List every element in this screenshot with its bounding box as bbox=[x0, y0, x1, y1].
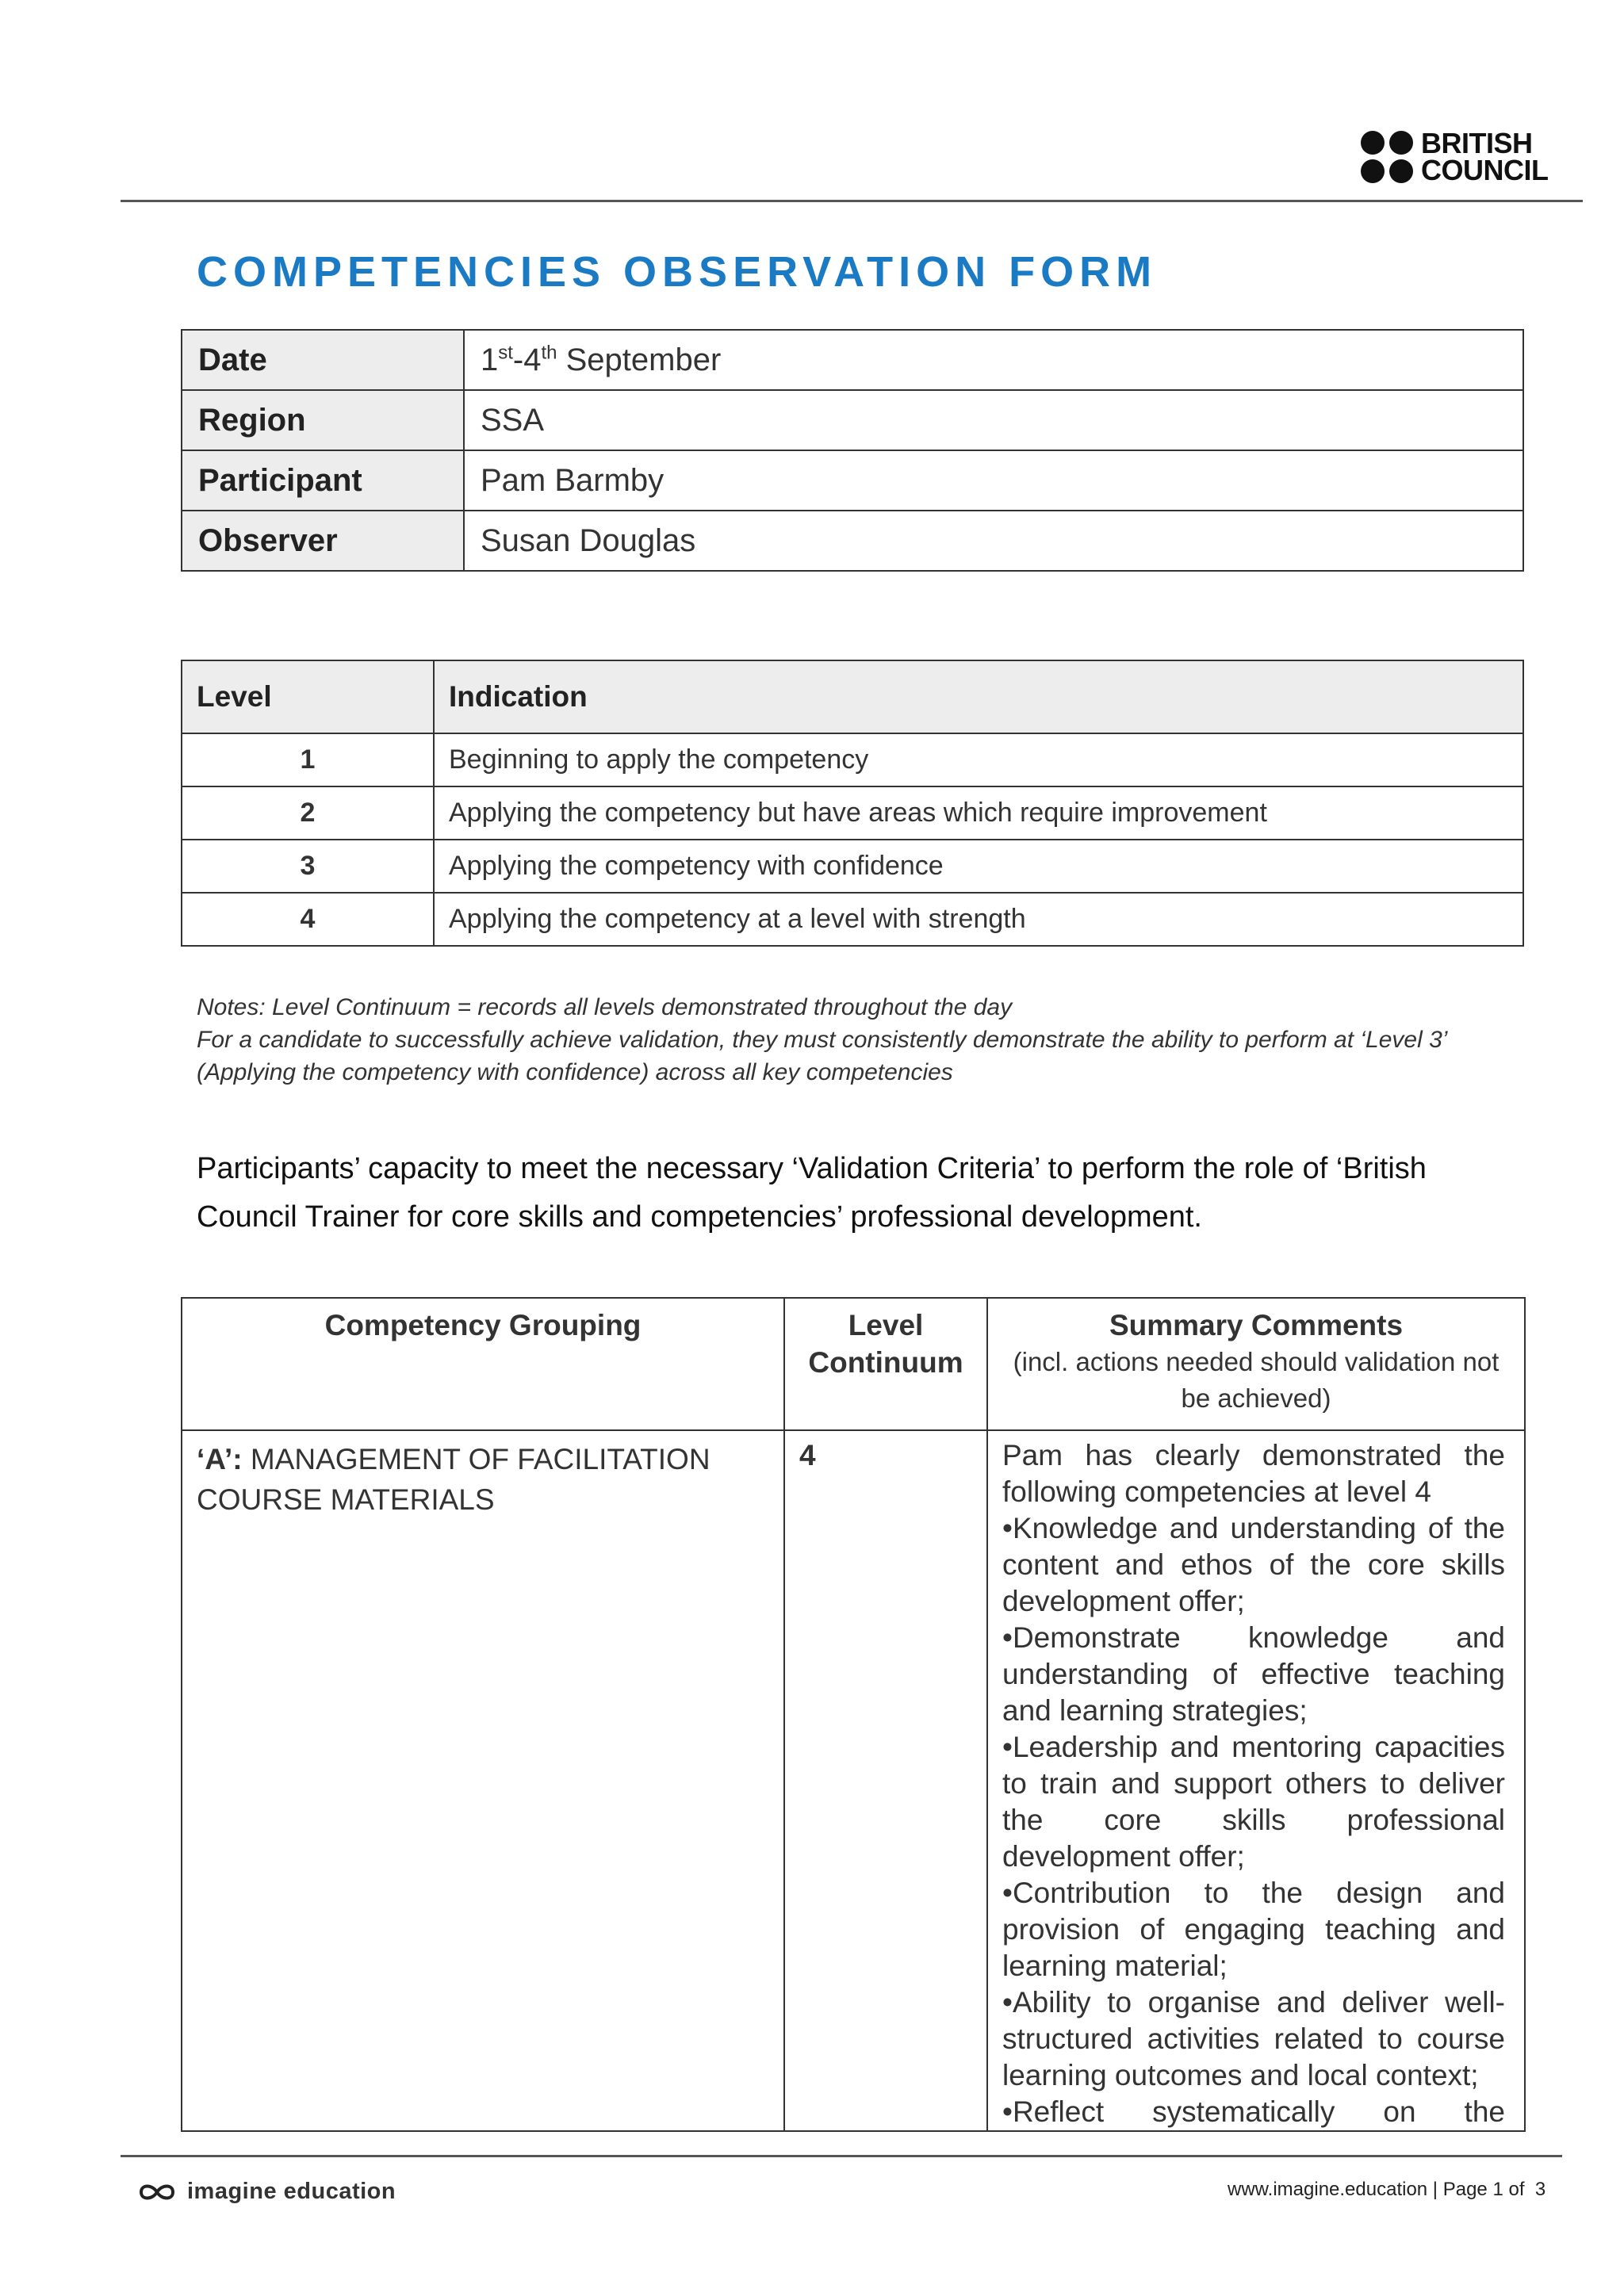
date-label: Date bbox=[182, 330, 464, 390]
comment-bullet: •Knowledge and understanding of the content and ethos of the core skills development offer; bbox=[1002, 1512, 1505, 1617]
footer-website: www.imagine.education bbox=[1228, 2179, 1428, 2200]
footer-page-number: 1 bbox=[1492, 2179, 1503, 2200]
level-number: 4 bbox=[182, 893, 434, 946]
competency-table-header bbox=[182, 1298, 1525, 1430]
level-indication: Beginning to apply the competency bbox=[434, 733, 1523, 786]
form-title: COMPETENCIES OBSERVATION FORM bbox=[197, 248, 1158, 296]
footer-brand: imagine education bbox=[187, 2179, 396, 2204]
level-number: 2 bbox=[182, 786, 434, 840]
footer-divider bbox=[121, 2155, 1562, 2157]
observer-label: Observer bbox=[182, 511, 464, 571]
participant-value: Pam Barmby bbox=[464, 450, 1523, 511]
level-indication: Applying the competency with confidence bbox=[434, 840, 1523, 893]
level-row bbox=[182, 840, 1523, 893]
level-row bbox=[182, 733, 1523, 786]
logo-dots-icon bbox=[1361, 131, 1413, 183]
info-row-region bbox=[182, 390, 1523, 450]
logo-line-2: COUNCIL bbox=[1421, 154, 1549, 186]
indication-header: Indication bbox=[434, 660, 1523, 733]
level-continuum-header-line: Level bbox=[848, 1309, 924, 1341]
level-header: Level bbox=[182, 660, 434, 733]
imagine-education-logo bbox=[136, 2179, 396, 2205]
footer-page-of: of bbox=[1503, 2179, 1535, 2200]
footer-page-prefix: Page bbox=[1442, 2179, 1493, 2200]
level-row bbox=[182, 786, 1523, 840]
date-part: September bbox=[557, 342, 722, 377]
level-indication: Applying the competency at a level with strength bbox=[434, 893, 1523, 946]
level-continuum-header bbox=[784, 1298, 987, 1430]
level-number: 3 bbox=[182, 840, 434, 893]
date-value bbox=[464, 330, 1523, 390]
notes-line: Notes: Level Continuum = records all levels demonstrated throughout the day bbox=[197, 994, 1013, 1020]
grouping-title: MANAGEMENT OF FACILITATION COURSE MATERIALS bbox=[197, 1443, 710, 1516]
summary-comments-cell bbox=[987, 1430, 1525, 2131]
observer-value: Susan Douglas bbox=[464, 511, 1523, 571]
footer-page-total: 3 bbox=[1534, 2179, 1546, 2200]
grouping-header: Competency Grouping bbox=[182, 1298, 784, 1430]
level-number: 1 bbox=[182, 733, 434, 786]
british-council-logo bbox=[1361, 127, 1549, 186]
comment-bullet: •Reflect systematically on the bbox=[1002, 2095, 1505, 2128]
level-continuum-header-line: Continuum bbox=[808, 1346, 963, 1379]
info-row-participant bbox=[182, 450, 1523, 511]
level-table-header bbox=[182, 660, 1523, 733]
comment-line: Pam has clearly demonstrated the following competencies at level 4 bbox=[1002, 1439, 1505, 1508]
participant-label: Participant bbox=[182, 450, 464, 511]
grouping-cell bbox=[182, 1430, 784, 2131]
summary-header-subtitle: (incl. actions needed should validation not be achieved) bbox=[1013, 1347, 1500, 1413]
level-row bbox=[182, 893, 1523, 946]
region-label: Region bbox=[182, 390, 464, 450]
grouping-code: ‘A’: bbox=[197, 1443, 243, 1475]
info-row-date bbox=[182, 330, 1523, 390]
comment-bullet: •Leadership and mentoring capacities to train and support others to deliver the core skills professional development offer; bbox=[1002, 1731, 1505, 1873]
date-sup: th bbox=[541, 342, 557, 364]
date-part: 1 bbox=[481, 342, 499, 377]
region-value: SSA bbox=[464, 390, 1523, 450]
level-continuum-value: 4 bbox=[784, 1430, 987, 2131]
header-divider bbox=[121, 200, 1583, 202]
infinity-loop-icon bbox=[136, 2181, 178, 2203]
date-sup: st bbox=[498, 342, 513, 364]
competency-table bbox=[181, 1297, 1526, 2132]
info-row-observer bbox=[182, 511, 1523, 571]
comment-bullet: •Contribution to the design and provision of engaging teaching and learning material; bbox=[1002, 1877, 1505, 1982]
level-table bbox=[181, 660, 1524, 947]
footer-separator: | bbox=[1427, 2179, 1443, 2200]
level-indication: Applying the competency but have areas which require improvement bbox=[434, 786, 1523, 840]
intro-paragraph: Participants’ capacity to meet the necessary ‘Validation Criteria’ to perform the role of ‘British Council Trainer for core skills and competencies’ professional development. bbox=[197, 1152, 1427, 1234]
comment-bullet: •Ability to organise and deliver well-structured activities related to course learning outcomes and local context; bbox=[1002, 1986, 1505, 2091]
logo-line-1: BRITISH bbox=[1421, 127, 1533, 159]
footer-page-info bbox=[1228, 2179, 1545, 2201]
notes-line: (Applying the competency with confidence) across all key competencies bbox=[197, 1059, 953, 1085]
summary-header-title: Summary Comments bbox=[1109, 1309, 1404, 1341]
summary-header bbox=[987, 1298, 1525, 1430]
comment-bullet: •Demonstrate knowledge and understanding of effective teaching and learning strategies; bbox=[1002, 1621, 1505, 1727]
notes-line: For a candidate to successfully achieve validation, they must consistently demonstrate the ability to perform at ‘Level 3’ bbox=[197, 1027, 1448, 1053]
date-part: -4 bbox=[512, 342, 542, 377]
notes bbox=[197, 991, 1447, 1089]
info-table bbox=[181, 329, 1524, 572]
competency-row-a bbox=[182, 1430, 1525, 2131]
